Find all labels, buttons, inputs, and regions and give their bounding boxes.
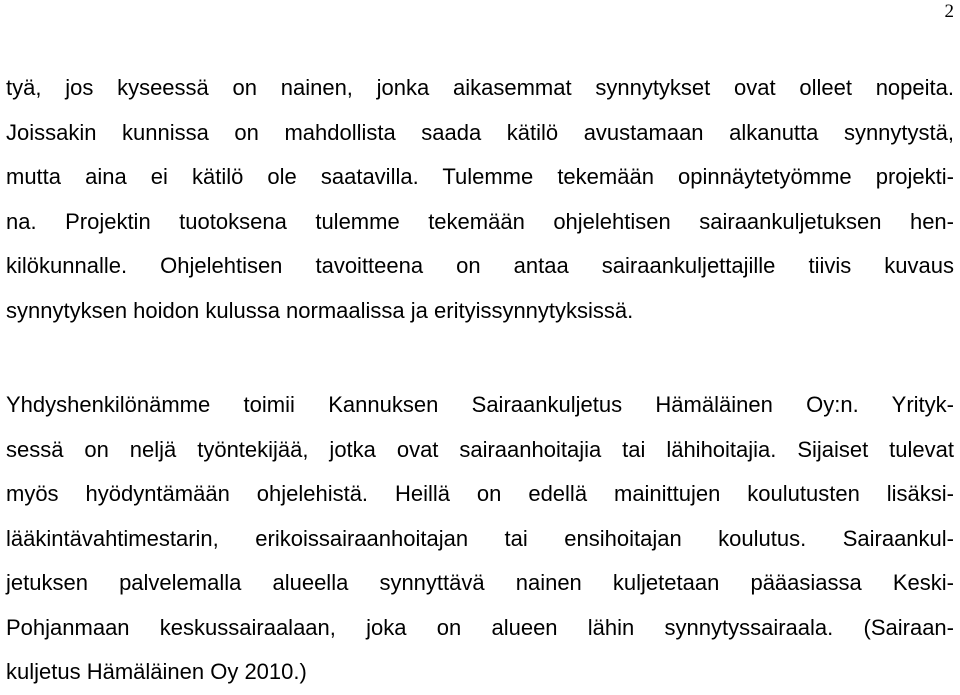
text-line: Pohjanmaan keskussairaalaan, joka on alueen lähin synnytyssairaala. (Sairaan- (6, 614, 954, 640)
text-line: kilökunnalle. Ohjelehtisen tavoitteena on antaa sairaankuljettajille tiivis kuvaus (6, 253, 954, 278)
text-line: tyä, jos kyseessä on nainen, jonka aikasemmat synnytykset ovat olleet nopeita. (6, 75, 954, 100)
paragraph-2 (6, 383, 954, 695)
text-line: mutta aina ei kätilö ole saatavilla. Tulemme tekemään opinnäytetyömme projekti- (6, 164, 954, 189)
page-number: 2 (944, 1, 954, 22)
text-line: na. Projektin tuotoksena tulemme tekemään ohjelehtisen sairaankuljetuksen hen- (6, 208, 954, 234)
text-line: kuljetus Hämäläinen Oy 2010.) (6, 659, 307, 684)
text-line: synnytyksen hoidon kulussa normaalissa ja erityissynnytyksissä. (6, 297, 634, 323)
text-line: lääkintävahtimestarin, erikoissairaanhoitajan tai ensihoitajan koulutus. Sairaankul- (6, 525, 954, 551)
text-line: Joissakin kunnissa on mahdollista saada kätilö avustamaan alkanutta synnytystä, (6, 119, 954, 145)
paragraph-1 (6, 66, 954, 333)
text-line: sessä on neljä työntekijää, jotka ovat sairaanhoitajia tai lähihoitajia. Sijaiset tulevat (6, 436, 954, 462)
text-line: myös hyödyntämään ohjelehistä. Heillä on edellä mainittujen koulutusten lisäksi- (6, 481, 954, 506)
text-line: jetuksen palvelemalla alueella synnyttävä nainen kuljetetaan pääasiassa Keski- (6, 570, 954, 595)
text-line: Yhdyshenkilönämme toimii Kannuksen Sairaankuljetus Hämäläinen Oy:n. Yrityk- (6, 392, 954, 417)
